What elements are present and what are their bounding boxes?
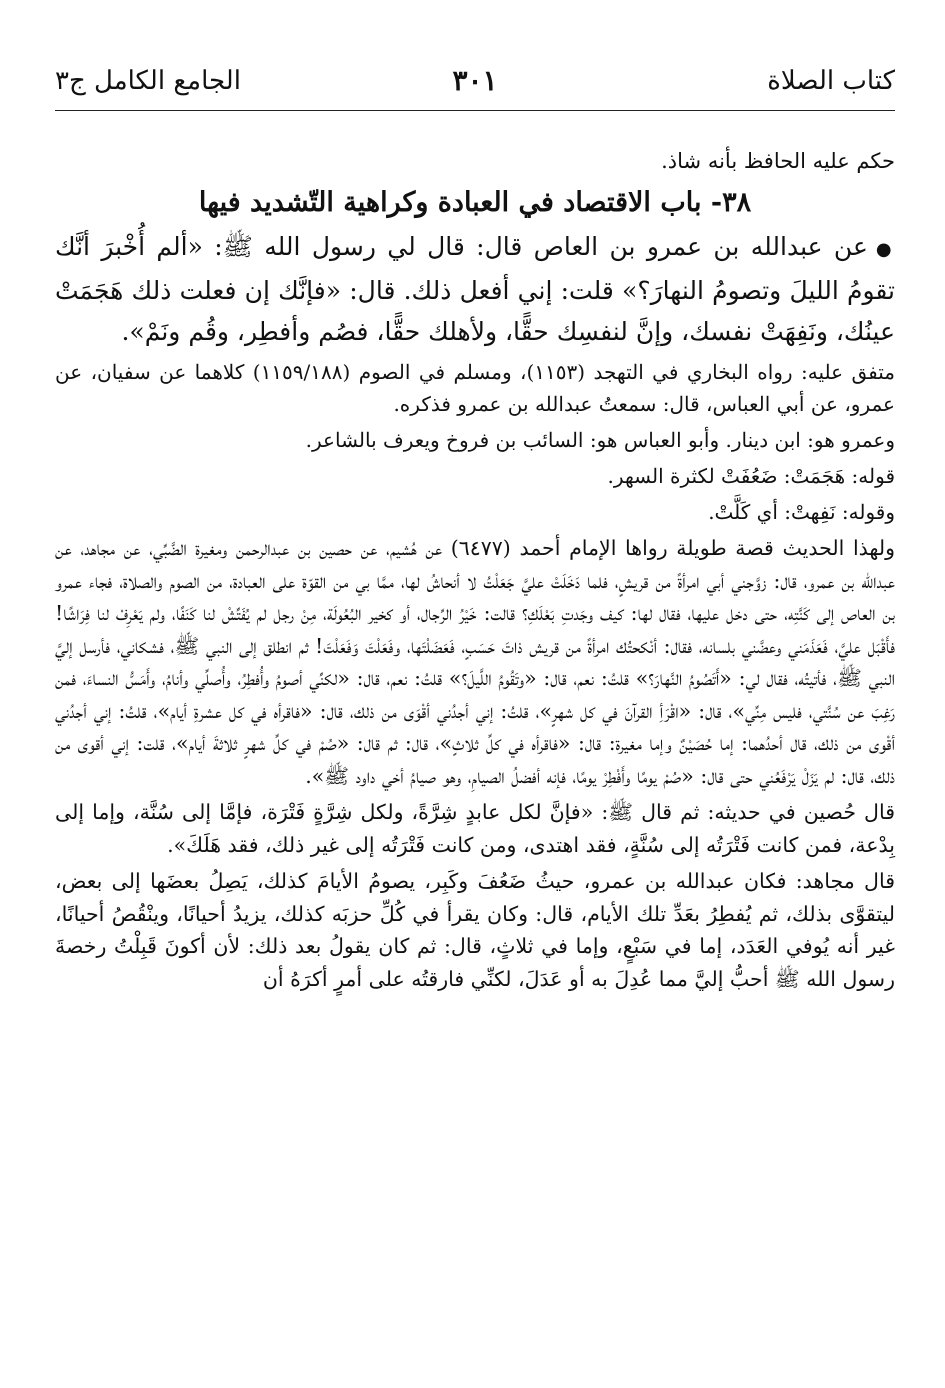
page-number: ٣٠١ — [452, 64, 498, 97]
header-rule — [55, 110, 895, 111]
hadith-text — [55, 226, 895, 352]
book-volume-title: الجامع الكامل ج٣ — [55, 66, 241, 96]
continuation-text: حكم عليه الحافظ بأنه شاذ. — [661, 149, 895, 173]
page-body — [55, 144, 895, 995]
word-note-nafihat: وقوله: نَفِهتْ: أي كَلَّتْ. — [708, 500, 895, 524]
mujahid-paragraph: قال مجاهد: فكان عبدالله بن عمرو، حيثُ ضَعُفَ وكَبِر، يصومُ الأيامَ كذلك، يَصِلُ بعضَها إلى بعض، ليتقوَّى بذلك، ثم يُفطِرُ بعَدِّ تلك الأيام، قال: وكان يقرأ في كُلِّ حزبَه كذلك، يزيدُ أحيانًا، وينْقُصُ أحيانًا، غير أنه يُوفي العَدَد، إما في سَبْعٍ، وإما في ثلاثٍ، قال: ثم كان يقولُ بعد ذلك: لأن أكونَ قَبِلْتُ رخصةَ رسول الله ﷺ أحبُّ إليَّ مما عُدِلَ به أو عَدَلَ، لكنِّي فارقتُه على أمرٍ أكرَهُ أن — [55, 869, 895, 991]
story-paragraph: ولهذا الحديث قصة طويلة رواها الإمام أحمد (٦٤٧٧) عن هُشيم، عن حصين بن عبدالرحمن ومغيرة الضَّبِّي، عن مجاهد، عن عبدالله بن عمرو، قال: زوَّجني أبي امرأةً من قريشٍ، فلما دَخَلَتْ عليَّ جَعَلْتُ لا أنحاشُ لها، ممَّا بي من القوّة على العبادة، من الصوم والصلاة، فجاء عمرو بن العاص إلى كَنَّتِه، حتى دخل عليها، فقال لها: كيف وجَدتِ بَعْلَكِ؟ قالت: خَيْرُ الرِّجال، أو كخير البُعُولَة، مِنْ رجل لم يُفَتِّشْ لنا كَنَفًا، ولم يَعْرِفْ لنا فِرَاشًا! فأَقْبَل عليَّ، فَعَذَمَني وعضَّني بلسانه، فقال: أنْكحتُك امرأةً من قريش ذاتَ حَسَبٍ، فَعَضَلْتَها، وفَعَلْتَ وَفَعَلْتَ! ثم انطلق إلى النبي ﷺ، فشكاني، فأرسل إليَّ النبي ﷺ، فأتيتُه، فقال لي: «أَتَصُومُ النَّهارَ؟» قلتُ: نعم، قال: «وتَقُومُ اللَّيلَ؟» قلتُ: نعم، قال: «لكنِّي أصومُ وأُفطِرُ، وأُصلِّي وأنامُ، وأَمَسُّ النساءَ، فمن رَغِبَ عن سُنَّتي، فليس مِنِّي»، قال: «اقْرَأِ القرآنَ في كل شهرٍ»، قلتُ: إني أجدُني أقْوَى من ذلك، قال: «فاقرأه في كل عشرةِ أيام»، قلتُ: إني أجدُني أقْوى من ذلك، قال أحدُهما: إما حُصَيْنٌ وإما مغيرة: قال: «فاقرأه في كلِّ ثلاثٍ»، قال: ثم قال: «صُمْ في كلِّ شهرٍ ثلاثةَ أيام»، قلت: إني أقوى من ذلك، قال: لم يَزَلْ يَرْفَعُني حتى قال: «صُمْ يومًا وأَفْطِرْ يومًا، فإنه أفضلُ الصيامِ، وهو صيامُ أخي داود ﷺ». — [55, 536, 895, 788]
husayn-paragraph: قال حُصين في حديثه: ثم قال ﷺ: «فإنَّ لكل عابدٍ شِرَّةً، ولكل شِرَّةٍ فَتْرَة، فإمَّا إلى سُنَّة، وإما إلى بِدْعة، فمن كانت فَتْرَتُه إلى سُنَّةٍ، فقد اهتدى، ومن كانت فَتْرَتُه إلى غير ذلك، فقد هَلَكَ». — [55, 800, 895, 857]
page — [55, 60, 895, 991]
narrator-note: وعمرو هو: ابن دينار. وأبو العباس هو: السائب بن فروخ ويعرف بالشاعر. — [305, 428, 895, 452]
page-header — [55, 60, 895, 100]
bullet-icon: ● — [875, 239, 895, 260]
hadith-body: عن عبدالله بن عمرو بن العاص قال: قال لي رسول الله ﷺ: «ألم أُخْبرَ أنَّك تقومُ الليلَ وتصومُ النهارَ؟» قلت: إني أفعل ذلك. قال: «فإنَّك إن فعلت ذلك هَجَمَتْ عينُك، ونَفِهَتْ نفسك، وإنَّ لنفسِك حقًّا، ولأهلك حقًّا، فصُم وأفطِر، وقُم ونَمْ». — [55, 232, 895, 346]
chapter-title: ٣٨- باب الاقتصاد في العبادة وكراهية التّشديد فيها — [198, 187, 752, 218]
word-note-hajamat: قوله: هَجَمَتْ: ضَعُفَتْ لكثرة السهر. — [607, 464, 895, 488]
book-section-title: كتاب الصلاة — [767, 66, 895, 96]
takhrij-note: متفق عليه: رواه البخاري في التهجد (١١٥٣)، ومسلم في الصوم (١١٥٩/١٨٨) كلاهما عن سفيان، عن عمرو، عن أبي العباس، قال: سمعتُ عبدالله بن عمرو فذكره. — [55, 360, 895, 416]
